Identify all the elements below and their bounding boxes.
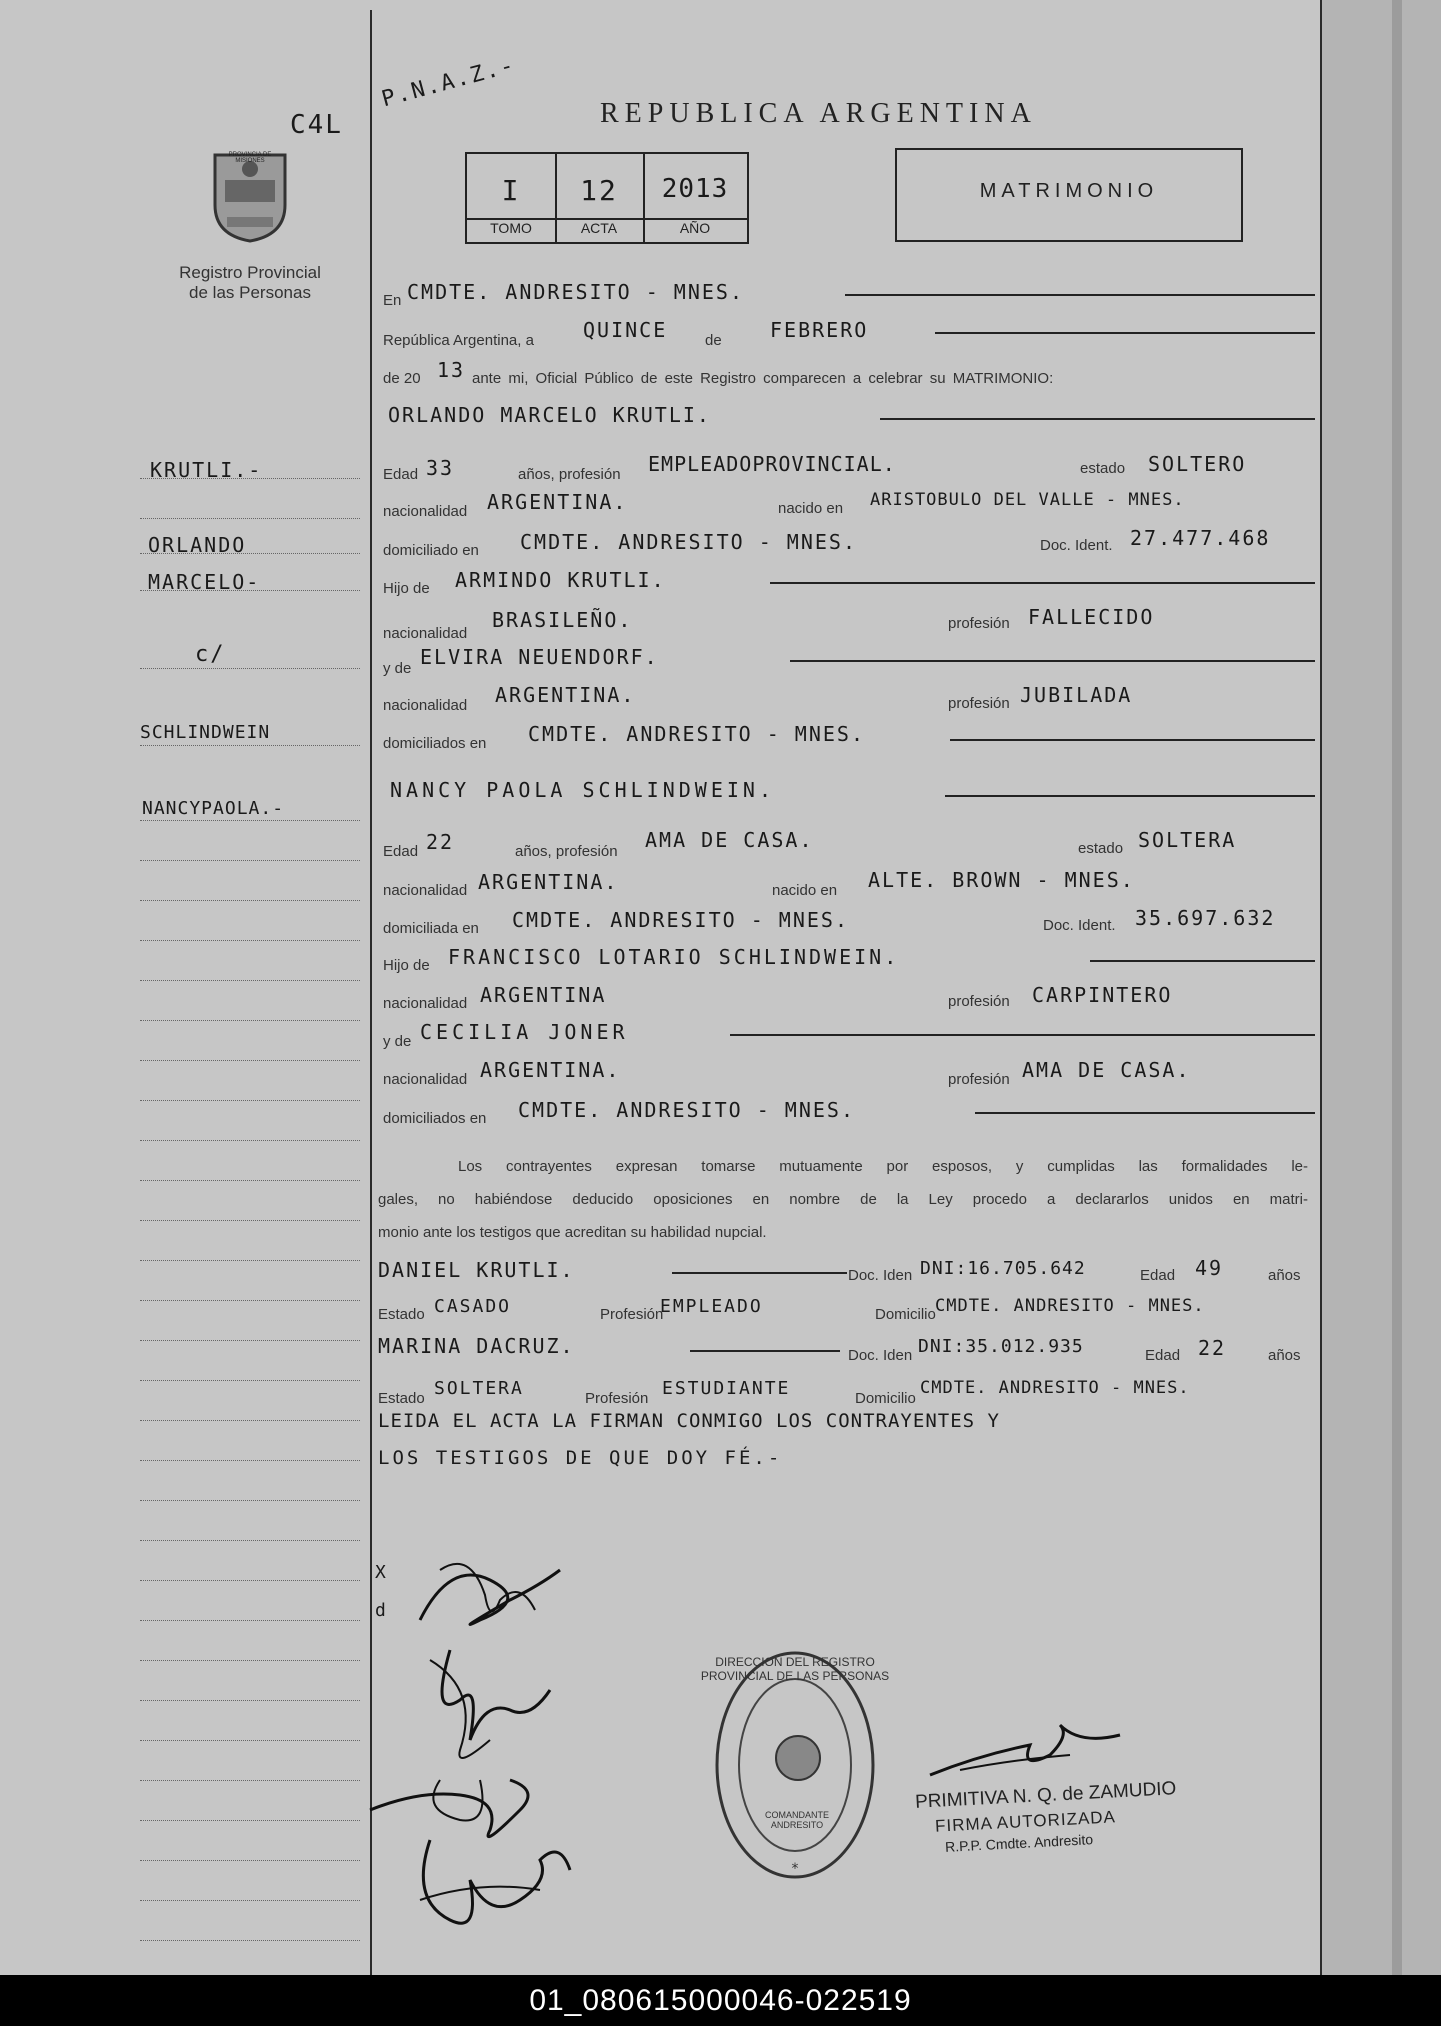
bride-mother-occupation: AMA DE CASA.: [1022, 1058, 1191, 1082]
footer-filename: 01_080615000046-022519: [0, 1975, 1441, 2026]
bride-age: 22: [426, 830, 455, 854]
witness1-profesion-label: Profesión: [600, 1306, 664, 1323]
groom-domicile: CMDTE. ANDRESITO - MNES.: [520, 530, 857, 554]
witness2-doc: DNI:35.012.935: [918, 1336, 1084, 1357]
groom-father-nacionalidad-label: nacionalidad: [383, 625, 468, 642]
witness1-doc-label: Doc. Iden: [848, 1267, 913, 1284]
ceremony-place: CMDTE. ANDRESITO - MNES.: [407, 280, 744, 304]
seal-text: PROVINCIA DE MISIONES: [228, 152, 272, 164]
witness1-edad-label: Edad: [1140, 1267, 1176, 1284]
bride-occupation: AMA DE CASA.: [645, 828, 814, 852]
groom-status: SOLTERO: [1148, 452, 1247, 476]
legal-line-2: gales, no habiéndose deducido oposiciones en nombre de la Ley procedo a declararlos unidos en matri-: [378, 1191, 1308, 1208]
act-type-box: [895, 148, 1243, 242]
declaration-text: ante mi, Oficial Público de este Registro comparecen a celebrar su MATRIMONIO:: [472, 370, 1054, 387]
bride-father-nacionalidad-label: nacionalidad: [383, 995, 468, 1012]
groom-father-profesion-label: profesión: [948, 615, 1010, 632]
bride-domiciliada-label: domiciliada en: [383, 920, 479, 937]
acta-value: 12: [580, 174, 618, 207]
witness1-age: 49: [1195, 1256, 1224, 1280]
bride-mother-nationality: ARGENTINA.: [480, 1058, 621, 1082]
groom-domiciliado-label: domiciliado en: [383, 542, 479, 559]
bride-doc: 35.697.632: [1135, 906, 1276, 930]
groom-anos-profesion-label: años, profesión: [518, 466, 621, 483]
witness2-profesion-label: Profesión: [585, 1390, 649, 1407]
groom-y-de-label: y de: [383, 660, 412, 677]
year-prefix: de 20: [383, 370, 421, 387]
groom-doc-label: Doc. Ident.: [1040, 537, 1113, 554]
registry-name-line2: de las Personas: [189, 283, 311, 302]
witness2-doc-label: Doc. Iden: [848, 1347, 913, 1364]
stamp-inner-text: COMANDANTE ANDRESITO: [764, 1810, 829, 1830]
stamp-outer-text: DIRECCION DEL REGISTRO PROVINCIAL DE LAS PERSONAS: [700, 1655, 890, 1683]
groom-birthplace: ARISTOBULO DEL VALLE - MNES.: [870, 490, 1185, 510]
bride-nacionalidad-label: nacionalidad: [383, 882, 468, 899]
witness1-name: DANIEL KRUTLI.: [378, 1258, 575, 1282]
bride-birthplace: ALTE. BROWN - MNES.: [868, 868, 1135, 892]
registry-name: [150, 263, 350, 303]
bride-father-occupation: CARPINTERO: [1032, 983, 1173, 1007]
margin-note-con: c/: [195, 642, 226, 667]
handwritten-annotation: P.N.A.Z.-: [379, 52, 519, 113]
bride-y-de-label: y de: [383, 1033, 412, 1050]
bride-estado-label: estado: [1078, 840, 1124, 857]
witness2-domicile: CMDTE. ANDRESITO - MNES.: [920, 1378, 1190, 1398]
bride-mother-nacionalidad-label: nacionalidad: [383, 1071, 468, 1088]
witness2-edad-label: Edad: [1145, 1347, 1181, 1364]
bride-doc-label: Doc. Ident.: [1043, 917, 1116, 934]
reference-table: [465, 152, 749, 244]
republica-label: República Argentina, a: [383, 332, 534, 349]
groom-name: ORLANDO MARCELO KRUTLI.: [388, 403, 711, 427]
witness2-domicilio-label: Domicilio: [855, 1390, 916, 1407]
tomo-value: I: [501, 174, 521, 207]
bride-parents-domicile: CMDTE. ANDRESITO - MNES.: [518, 1098, 855, 1122]
groom-mother-nacionalidad-label: nacionalidad: [383, 697, 468, 714]
bride-father-nationality: ARGENTINA: [480, 983, 607, 1007]
groom-occupation: EMPLEADOPROVINCIAL.: [648, 452, 896, 476]
groom-estado-label: estado: [1080, 460, 1126, 477]
bride-mother-profesion-label: profesión: [948, 1071, 1010, 1088]
groom-parents-domicile: CMDTE. ANDRESITO - MNES.: [528, 722, 865, 746]
ano-value: 2013: [661, 174, 729, 204]
en-label: En: [383, 292, 402, 309]
bride-name: NANCY PAOLA SCHLINDWEIN.: [390, 778, 775, 802]
witness1-domicilio-label: Domicilio: [875, 1306, 936, 1323]
margin-note-first-name: ORLANDO: [148, 533, 247, 557]
official-office: R.P.P. Cmdte. Andresito: [944, 1831, 1094, 1855]
margin-note-middle-name: MARCELO-: [148, 570, 261, 594]
witness1-occupation: EMPLEADO: [660, 1296, 763, 1317]
bride-nacido-label: nacido en: [772, 882, 838, 899]
legal-line-3: monio ante los testigos que acreditan su habilidad nupcial.: [378, 1224, 767, 1241]
corner-mark: C4L: [290, 110, 343, 140]
act-type: MATRIMONIO: [979, 180, 1159, 202]
groom-edad-label: Edad: [383, 466, 419, 483]
closing-line-1: LEIDA EL ACTA LA FIRMAN CONMIGO LOS CONTRAYENTES Y: [378, 1410, 1000, 1432]
official-name: PRIMITIVA N. Q. de ZAMUDIO: [914, 1778, 1177, 1813]
de-label: de: [705, 332, 722, 349]
ceremony-day: QUINCE: [583, 318, 668, 342]
groom-mother-occupation: JUBILADA: [1020, 683, 1133, 707]
groom-nacionalidad-label: nacionalidad: [383, 503, 468, 520]
bride-edad-label: Edad: [383, 843, 419, 860]
groom-father: ARMINDO KRUTLI.: [455, 568, 666, 592]
signatures-icon: [360, 1540, 590, 1960]
witness2-anos-label: años: [1268, 1347, 1301, 1364]
bride-father: FRANCISCO LOTARIO SCHLINDWEIN.: [448, 945, 900, 969]
groom-nacido-label: nacido en: [778, 500, 844, 517]
witness2-age: 22: [1198, 1336, 1227, 1360]
groom-parents-domicile-label: domiciliados en: [383, 735, 487, 752]
legal-paragraph: [378, 1150, 1308, 1249]
margin-note-surname: KRUTLI.-: [150, 458, 263, 482]
groom-father-nationality: BRASILEÑO.: [492, 608, 633, 632]
ano-label: AÑO: [679, 220, 711, 236]
groom-age: 33: [426, 456, 455, 480]
witness1-doc: DNI:16.705.642: [920, 1258, 1086, 1279]
groom-doc: 27.477.468: [1130, 526, 1271, 550]
registry-name-line1: Registro Provincial: [179, 263, 321, 282]
page-edge-strip: [1392, 0, 1402, 1975]
svg-text:*: *: [791, 1861, 799, 1877]
signature-mark-x: X: [375, 1562, 388, 1583]
groom-father-occupation: FALLECIDO: [1028, 605, 1155, 629]
margin-note-bride-surname: SCHLINDWEIN: [140, 722, 271, 743]
witness2-status: SOLTERA: [434, 1378, 524, 1399]
official-stamp-icon: [713, 1648, 878, 1883]
bride-anos-profesion-label: años, profesión: [515, 843, 618, 860]
witness1-anos-label: años: [1268, 1267, 1301, 1284]
year-suffix: 13: [437, 358, 466, 382]
ceremony-month: FEBRERO: [770, 318, 869, 342]
bride-status: SOLTERA: [1138, 828, 1237, 852]
page-title: REPUBLICA ARGENTINA: [600, 98, 1037, 129]
signature-mark-d: d: [375, 1600, 388, 1621]
bride-parents-domicile-label: domiciliados en: [383, 1110, 487, 1127]
witness1-domicile: CMDTE. ANDRESITO - MNES.: [935, 1296, 1205, 1316]
official-role: FIRMA AUTORIZADA: [934, 1807, 1117, 1836]
witness1-status: CASADO: [434, 1296, 512, 1317]
witness2-name: MARINA DACRUZ.: [378, 1334, 575, 1358]
groom-mother-nationality: ARGENTINA.: [495, 683, 636, 707]
page-edge: [1320, 0, 1441, 1975]
tomo-label: TOMO: [490, 220, 532, 236]
closing-line-2: LOS TESTIGOS DE QUE DOY FÉ.-: [378, 1447, 783, 1469]
groom-mother-profesion-label: profesión: [948, 695, 1010, 712]
bride-hijo-label: Hijo de: [383, 957, 430, 974]
bride-father-profesion-label: profesión: [948, 993, 1010, 1010]
witness1-estado-label: Estado: [378, 1306, 425, 1323]
groom-hijo-label: Hijo de: [383, 580, 430, 597]
bride-nationality: ARGENTINA.: [478, 870, 619, 894]
bride-mother: CECILIA JONER: [420, 1020, 629, 1044]
acta-label: ACTA: [580, 220, 618, 236]
legal-line-1: Los contrayentes expresan tomarse mutuamente por esposos, y cumplidas las formalidades le-: [458, 1158, 1308, 1175]
groom-nationality: ARGENTINA.: [487, 490, 628, 514]
bride-domicile: CMDTE. ANDRESITO - MNES.: [512, 908, 849, 932]
margin-note-bride-names: NANCYPAOLA.-: [142, 798, 285, 819]
groom-mother: ELVIRA NEUENDORF.: [420, 645, 659, 669]
witness2-occupation: ESTUDIANTE: [662, 1378, 791, 1399]
witness2-estado-label: Estado: [378, 1390, 425, 1407]
